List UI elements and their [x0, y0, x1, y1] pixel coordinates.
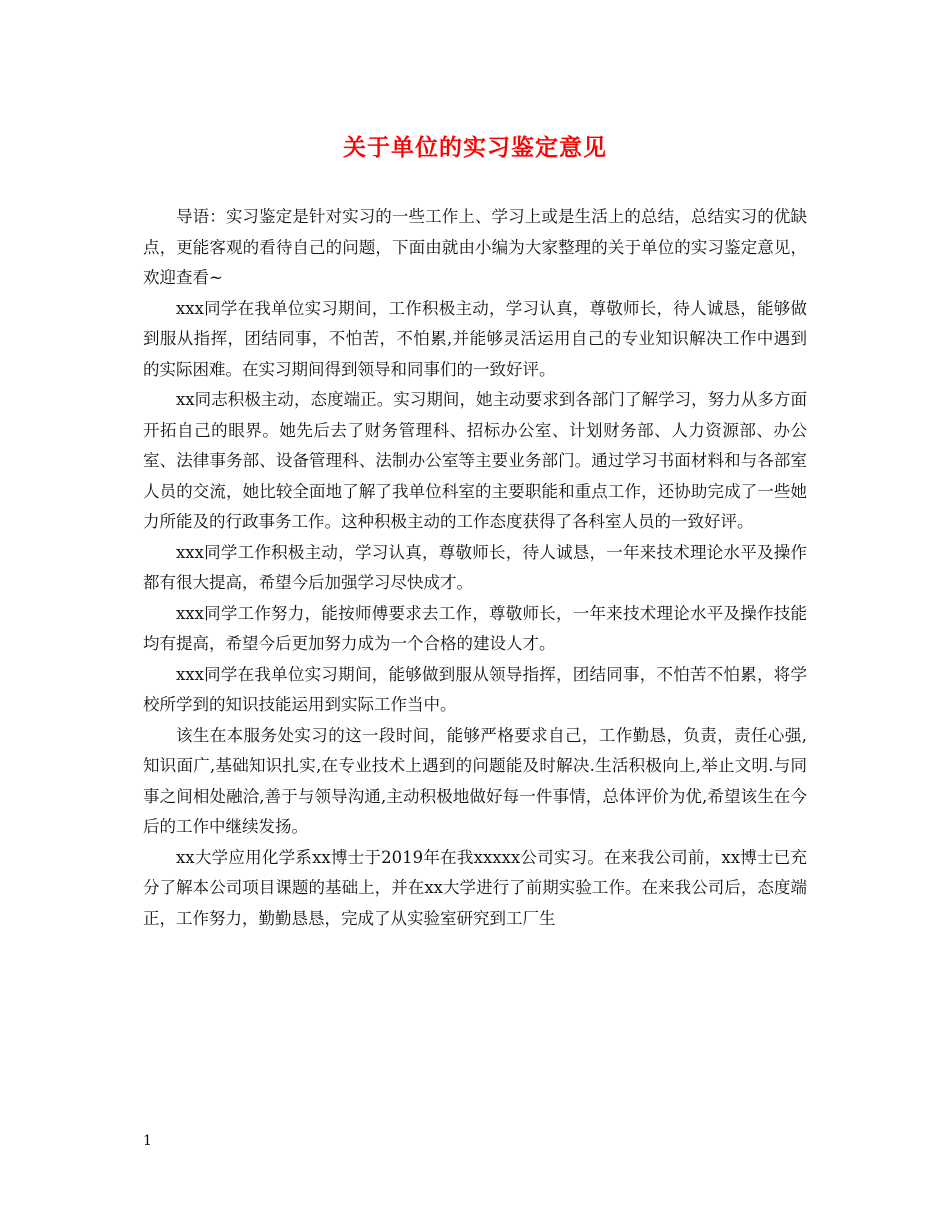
paragraph-appraisal-4: xxx同学工作努力，能按师傅要求去工作，尊敬师长，一年来技术理论水平及操作技能均有提高，希望今后更加努力成为一个合格的建设人才。 — [143, 603, 807, 653]
document-body — [143, 202, 807, 934]
paragraph-appraisal-1: xxx同学在我单位实习期间，工作积极主动，学习认真，尊敬师长，待人诚恳，能够做到服从指挥，团结同事，不怕苦，不怕累,并能够灵活运用自己的专业知识解决工作中遇到的实际困难。在实习期间得到领导和同事们的一致好评。 — [143, 298, 807, 379]
paragraph-appraisal-7: xx大学应用化学系xx博士于2019年在我xxxxx公司实习。在来我公司前，xx博士已充分了解本公司项目课题的基础上，并在xx大学进行了前期实验工作。在来我公司后，态度端正，工作努力，勤勤恳恳，完成了从实验室研究到工厂生 — [143, 847, 807, 928]
paragraph-appraisal-5: xxx同学在我单位实习期间，能够做到服从领导指挥，团结同事，不怕苦不怕累，将学校所学到的知识技能运用到实际工作当中。 — [143, 664, 807, 714]
document-title: 关于单位的实习鉴定意见 — [343, 134, 607, 161]
paragraph-appraisal-6: 该生在本服务处实习的这一段时间，能够严格要求自己，工作勤恳，负责，责任心强,知识面广,基础知识扎实,在专业技术上遇到的问题能及时解决.生活积极向上,举止文明.与同事之间相处融洽,善于与领导沟通,主动积极地做好每一件事情，总体评价为优,希望该生在今后的工作中继续发扬。 — [143, 725, 807, 836]
page-number: 1 — [143, 1133, 152, 1149]
paragraph-appraisal-2: xx同志积极主动，态度端正。实习期间，她主动要求到各部门了解学习，努力从多方面开拓自己的眼界。她先后去了财务管理科、招标办公室、计划财务部、人力资源部、办公室、法律事务部、设备管理科、法制办公室等主要业务部门。通过学习书面材料和与各部室人员的交流，她比较全面地了解了我单位科室的主要职能和重点工作，还协助完成了一些她力所能及的行政事务工作。这种积极主动的工作态度获得了各科室人员的一致好评。 — [143, 390, 807, 531]
paragraph-appraisal-3: xxx同学工作积极主动，学习认真，尊敬师长，待人诚恳，一年来技术理论水平及操作都有很大提高，希望今后加强学习尽快成才。 — [143, 542, 807, 592]
paragraph-intro: 导语：实习鉴定是针对实习的一些工作上、学习上或是生活上的总结，总结实习的优缺点，更能客观的看待自己的问题，下面由就由小编为大家整理的关于单位的实习鉴定意见，欢迎查看~ — [143, 207, 807, 287]
